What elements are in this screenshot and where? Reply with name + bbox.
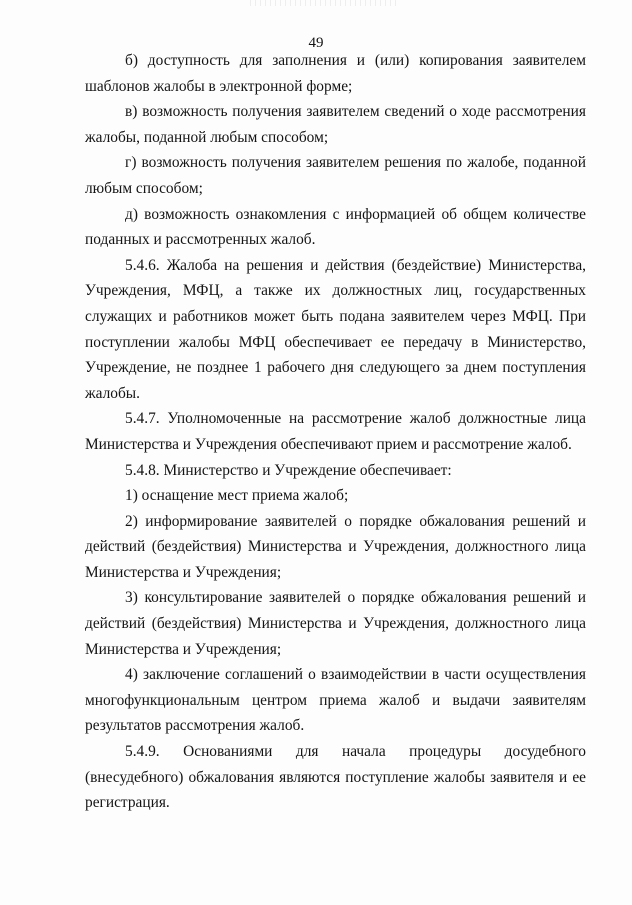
paragraph-5-4-7: 5.4.7. Уполномоченные на рассмотрение жалоб должностные лица Министерства и Учреждения обеспечивают прием и рассмотрение жалоб. — [85, 410, 586, 453]
list-item-2-informing: 2) информирование заявителей о порядке обжалования решений и действий (бездействия) Министерства и Учреждения, должностного лица Министерства и Учреждения; — [85, 512, 586, 581]
paragraph-5-4-6: 5.4.6. Жалоба на решения и действия (бездействие) Министерства, Учреждения, МФЦ, а также их должностных лиц, государственных служащих и работников может быть подана заявителем через МФЦ. При поступлении жалобы МФЦ обеспечивает ее передачу в Министерство, Учреждение, не позднее 1 рабочего дня следующего за днем поступления жалобы. — [85, 256, 586, 402]
list-item-3-consulting: 3) консультирование заявителей о порядке обжалования решений и действий (бездействия) Министерства и Учреждения, должностного лица Министерства и Учреждения; — [85, 589, 586, 658]
page-number: 49 — [308, 35, 324, 51]
scan-artifact — [250, 0, 400, 6]
paragraph-5-4-8: 5.4.8. Министерство и Учреждение обеспечивает: — [125, 461, 452, 479]
list-item-4-agreements: 4) заключение соглашений о взаимодействии в части осуществления многофункциональным центром приема жалоб и выдачи заявителям результатов рассмотрения жалоб. — [85, 666, 586, 735]
paragraph-5-4-9: 5.4.9. Основаниями для начала процедуры досудебного (внесудебного) обжалования являются поступление жалобы заявителя и ее регистрация. — [85, 743, 586, 812]
paragraph-b-template-access: б) доступность для заполнения и (или) копирования заявителем шаблонов жалобы в электронной форме; — [85, 52, 586, 95]
document-body — [85, 48, 586, 816]
paragraph-d-complaint-statistics: д) возможность ознакомления с информацией об общем количестве поданных и рассмотренных жалоб. — [85, 205, 586, 249]
paragraph-g-decision-receipt: г) возможность получения заявителем решения по жалобе, поданной любым способом; — [85, 154, 586, 197]
paragraph-v-progress-info: в) возможность получения заявителем сведений о ходе рассмотрения жалобы, поданной любым способом; — [85, 103, 586, 146]
list-item-1-equipment: 1) оснащение мест приема жалоб; — [125, 487, 349, 505]
